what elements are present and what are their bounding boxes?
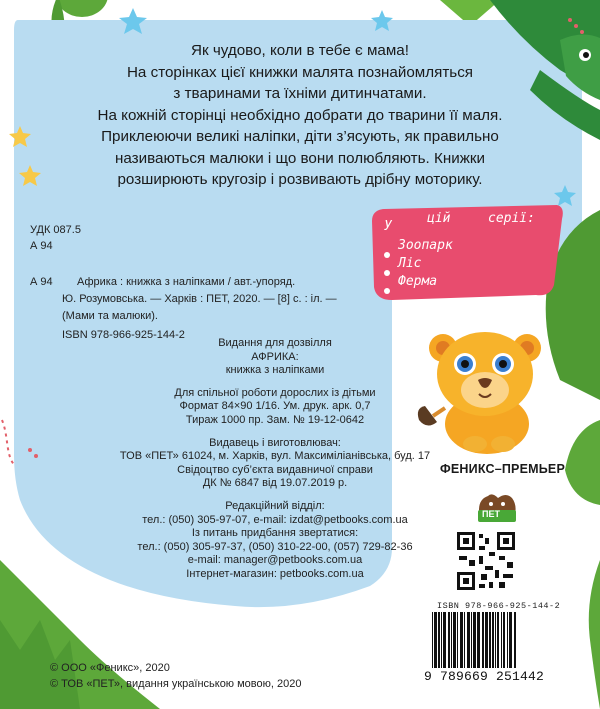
barcode-bar	[497, 612, 499, 668]
catalog-isbn: ISBN 978-966-925-144-2	[62, 329, 185, 341]
imprint-line: Редакційний відділ:	[225, 499, 325, 512]
imprint-line: книжка з наліпками	[225, 364, 325, 377]
pet-logo-text: ПЕТ	[482, 509, 500, 519]
intro-paragraph	[0, 40, 600, 191]
intro-line: Приклеюючи великі наліпки, діти з’ясують, як правильно	[101, 128, 499, 145]
udk-code: УДК 087.5	[30, 224, 81, 236]
series-title-word: серії:	[488, 211, 535, 226]
imprint-line: e-mail: manager@petbooks.com.ua	[187, 554, 363, 567]
barcode-bar	[477, 612, 480, 668]
barcode-bar	[503, 612, 505, 668]
imprint-line: ТОВ «ПЕТ» 61024, м. Харків, вул. Максиміліанівська, буд. 17	[119, 450, 431, 463]
barcode-bar	[453, 612, 456, 668]
series-item: Ферма	[398, 274, 438, 289]
barcode-bar	[489, 612, 491, 668]
intro-line: Як чудово, коли в тебе є мама!	[191, 42, 409, 59]
intro-line: На кожній сторінці необхідно добрати до тварини її маля.	[97, 106, 503, 124]
imprint-line: Формат 84×90 1/16. Ум. друк. арк. 0,7	[179, 400, 371, 413]
imprint-line: тел.: (050) 305-97-07, e-mail: izdat@petbooks.com.ua	[142, 513, 408, 526]
bullet-icon	[384, 252, 390, 258]
barcode-bar	[482, 612, 484, 668]
imprint-line: Із питань придбання звертатися:	[191, 527, 359, 540]
barcode	[428, 612, 552, 670]
lion-cub-illustration	[415, 316, 555, 456]
barcode-digits: 9 789669 251442	[424, 669, 545, 684]
copyright-line: © ООО «Феникс», 2020	[50, 662, 170, 674]
barcode-bar	[438, 612, 440, 668]
barcode-bar	[514, 612, 516, 668]
intro-line: розширюють кругозір і розвивають дрібну моторику.	[117, 171, 483, 188]
barcode-bar	[492, 612, 494, 668]
imprint-line: Свідоцтво суб’єкта видавничої справи	[177, 463, 373, 476]
series-title-word: цій	[427, 211, 451, 226]
imprint-line: Видавець і виготовлювач:	[209, 436, 341, 449]
imprint-block	[115, 337, 435, 582]
qr-code	[455, 530, 517, 592]
series-box	[372, 205, 565, 300]
imprint-line: ДК № 6847 від 19.07.2019 р.	[202, 477, 348, 490]
catalog-line: Африка : книжка з наліпками / авт.-упоряд.	[77, 276, 296, 288]
barcode-bar	[432, 612, 433, 668]
imprint-line: Для спільної роботи дорослих із дітьми	[174, 386, 376, 399]
bullet-icon	[384, 270, 390, 276]
imprint-line: АФРИКА:	[251, 350, 299, 363]
barcode-bar	[495, 612, 496, 668]
copyright-line: © ТОВ «ПЕТ», видання українською мовою, 2020	[50, 678, 302, 690]
barcode-bar	[460, 612, 463, 668]
imprint-line: Видання для дозвілля	[218, 337, 332, 349]
series-item: Ліс	[398, 256, 422, 271]
barcode-bar	[464, 612, 465, 668]
intro-line: називаються малюки і що вони полюбляють. Книжки	[115, 149, 485, 167]
barcode-bar	[485, 612, 488, 668]
barcode-bar	[441, 612, 442, 668]
pet-logo-icon	[474, 490, 520, 526]
publisher-brand: ФЕНИКС–ПРЕМЬЕР	[440, 462, 565, 476]
series-title-word: У	[384, 219, 392, 234]
barcode-bar	[467, 612, 470, 668]
intro-line: На сторінках цієї книжки малята познайомляться	[126, 63, 474, 81]
barcode-bar	[448, 612, 450, 668]
barcode-bar	[507, 612, 508, 668]
imprint-line: тел.: (050) 305-97-37, (050) 310-22-00, (057) 729-82-36	[137, 540, 413, 553]
catalog-line: (Мами та малюки).	[62, 310, 158, 322]
catalog-code: А 94	[30, 276, 53, 288]
imprint-line: Тираж 1000 пр. Зам. № 19-12-0642	[185, 413, 365, 426]
barcode-bar	[457, 612, 458, 668]
bbk-code: А 94	[30, 240, 53, 252]
series-item: Зоопарк	[398, 238, 453, 253]
barcode-bar	[471, 612, 472, 668]
intro-line: з тваринами та їхніми дитинчатами.	[173, 85, 427, 102]
barcode-bar	[509, 612, 512, 668]
barcode-isbn-label: ISBN 978-966-925-144-2	[437, 601, 561, 611]
bullet-icon	[384, 288, 390, 294]
barcode-bar	[501, 612, 502, 668]
barcode-bar	[473, 612, 476, 668]
catalog-line: Ю. Розумовська. — Харків : ПЕТ, 2020. — [8] с. : іл. —	[62, 293, 337, 305]
imprint-line: Інтернет-магазин: petbooks.com.ua	[186, 567, 364, 580]
barcode-bar	[434, 612, 437, 668]
barcode-bar	[443, 612, 446, 668]
barcode-bar	[451, 612, 452, 668]
